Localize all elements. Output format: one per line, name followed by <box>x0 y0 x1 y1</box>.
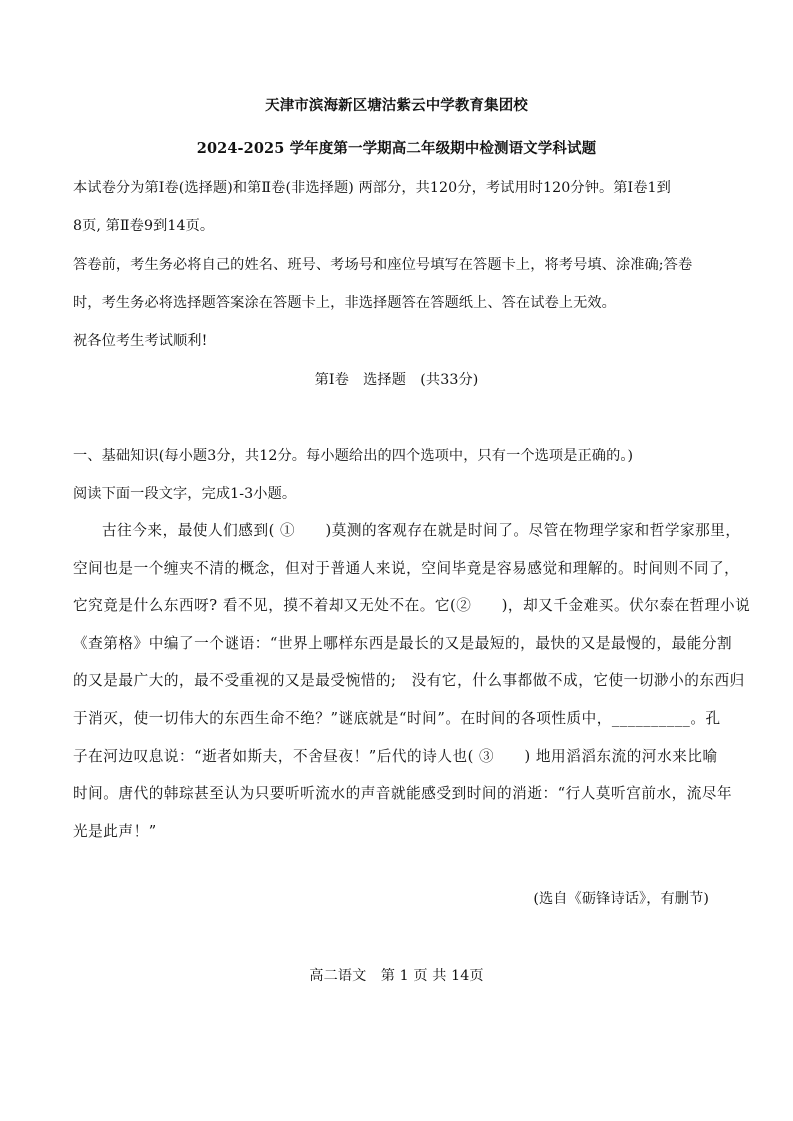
instruction-line: 时，考生务必将选择题答案涂在答题卡上，非选择题答在答题纸上、答在试卷上无效。 <box>73 295 616 311</box>
section-title: 第Ⅰ卷 选择题 (共33分) <box>314 372 479 388</box>
passage-line: 的又是最广大的，最不受重视的又是最受惋惜的; 没有它，什么事都做不成，它使一切渺小的东西归 <box>73 672 745 689</box>
passage-line: 《查第格》中编了一个谜语：“世界上哪样东西是最长的又是最短的，最快的又是最慢的，最能分割 <box>73 635 733 652</box>
exam-title: 2024-2025 学年度第一学期高二年级期中检测语文学科试题 <box>196 140 597 157</box>
passage-line: 空间也是一个缠夹不清的概念，但对于普通人来说，空间毕竟是容易感觉和理解的。时间则不同了， <box>73 560 740 577</box>
passage-source: (选自《砺锋诗话》，有删节) <box>533 891 709 907</box>
question-prompt: 阅读下面一段文字，完成1-3小题。 <box>73 486 297 502</box>
school-title: 天津市滨海新区塘沽紫云中学教育集团校 <box>265 97 528 114</box>
passage-line: 古往今来，最使人们感到( ① )莫测的客观存在就是时间了。尽管在物理学家和哲学家那里， <box>102 522 741 539</box>
instruction-line: 祝各位考生考试顺利! <box>73 333 208 349</box>
passage-line: 光是此声！” <box>73 823 157 840</box>
instruction-line: 答卷前，考生务必将自己的姓名、班号、考场号和座位号填写在答题卡上，将考号填、涂准确;答卷 <box>73 257 693 273</box>
passage-line: 于消灭，使一切伟大的东西生命不绝？”谜底就是“时间”。在时间的各项性质中，__________。孔 <box>73 710 721 727</box>
passage-line: 时间。唐代的韩琮甚至认为只要听听流水的声音就能感受到时间的消逝：“行人莫听宫前水，流尽年 <box>73 785 733 802</box>
page-footer: 高二语文 第 1 页 共 14页 <box>309 968 484 984</box>
instruction-line: 本试卷分为第Ⅰ卷(选择题)和第Ⅱ卷(非选择题) 两部分，共120分，考试用时120分钟。第Ⅰ卷1到 <box>73 180 671 196</box>
instruction-line: 8页, 第Ⅱ卷9到14页。 <box>73 218 215 234</box>
question-heading: 一、基础知识(每小题3分，共12分。每小题给出的四个选项中，只有一个选项是正确的。) <box>73 448 634 464</box>
passage-line: 它究竟是什么东西呀? 看不见，摸不着却又无处不在。它(② )，却又千金难买。伏尔泰在哲理小说 <box>73 597 751 614</box>
passage-line: 子在河边叹息说：“逝者如斯夫，不舍昼夜！”后代的诗人也( ③ ) 地用滔滔东流的河水来比喻 <box>73 748 718 765</box>
